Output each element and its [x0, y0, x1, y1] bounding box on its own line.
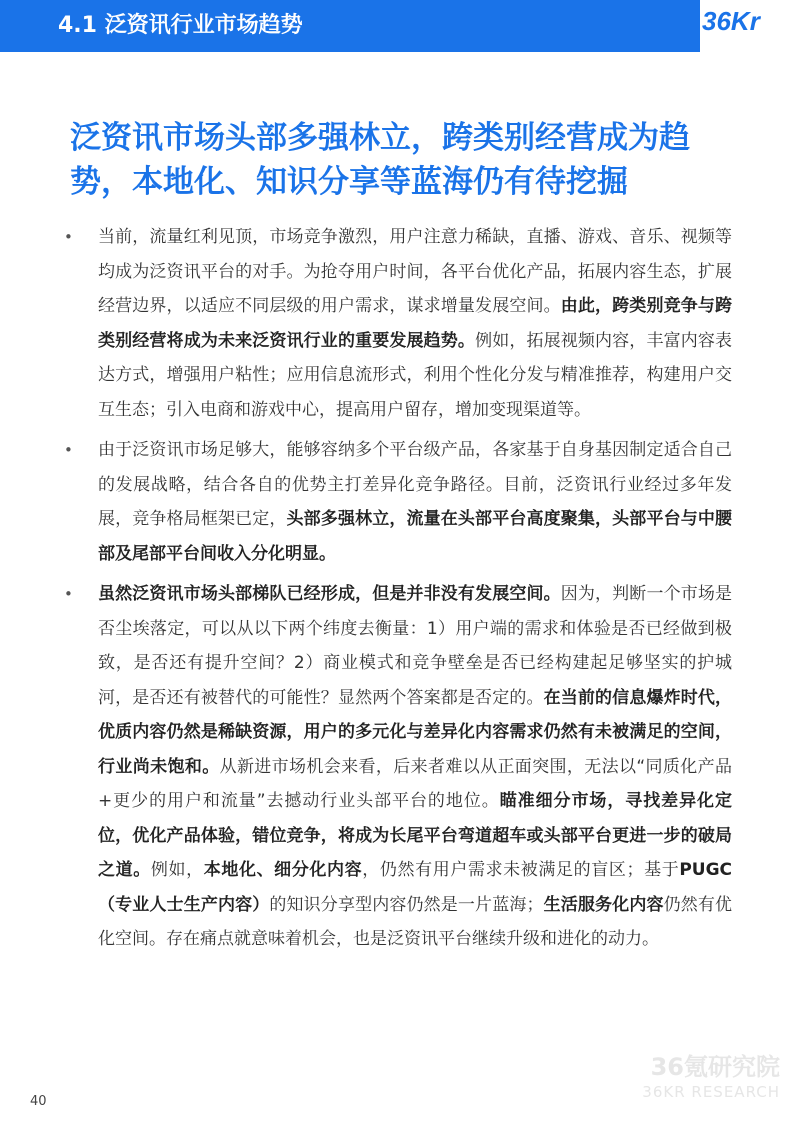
bullet-1-bold-a: 由此，跨类别竞争与跨类别经营将成为未来泛资讯行业的重要发展趋势。 [98, 296, 732, 351]
page-number: 40 [30, 1094, 47, 1109]
bullet-item-1 [62, 220, 732, 427]
watermark [600, 1052, 780, 1102]
bullet-1-text-a: 当前，流量红利见顶，市场竞争激烈，用户注意力稀缺，直播、游戏、音乐、视频等均成为泛资讯平台的对手。为抢夺用户时间，各平台优化产品，拓展内容生态，扩展经营边界，以适应不同层级的用户需求，谋求增量发展空间。 [98, 227, 732, 316]
bullet-dot-icon: • [64, 441, 73, 459]
bullet-3-bold-f: 生活服务化内容 [543, 894, 664, 915]
title-line-2: 势，本地化、知识分享等蓝海仍有待挖掘 [70, 164, 628, 200]
bullet-3-text-b: 从新进市场机会来看，后来者难以从正面突围，无法以“同质化产品+更少的用户和流量”去撼动行业头部平台的地位。 [98, 756, 733, 811]
bullet-3-bold-c: 瞄准细分市场，寻找差异化定位，优化产品体验，错位竞争，将成为长尾平台弯道超车或头部平台更进一步的破局之道。 [98, 791, 732, 880]
title-line-1: 泛资讯市场头部多强林立，跨类别经营成为趋 [70, 120, 690, 156]
bullet-item-2 [62, 433, 732, 571]
bullet-3-text-d: ，仍然有用户需求未被满足的盲区；基于 [362, 860, 680, 880]
bullet-2-text-a: 由于泛资讯市场足够大，能够容纳多个平台级产品，各家基于自身基因制定适合自己的发展战略，结合各自的优势主打差异化竞争路径。目前，泛资讯行业经过多年发展，竞争格局框架已定， [98, 440, 732, 529]
watermark-cn: 36氪研究院 [650, 1053, 780, 1081]
bullet-dot-icon: • [64, 585, 73, 603]
section-title: 4.1 泛资讯行业市场趋势 [58, 13, 303, 38]
bullet-3-text-c: 例如， [150, 860, 204, 880]
bullet-3-text-a: 因为，判断一个市场是否尘埃落定，可以从以下两个纬度去衡量：1）用户端的需求和体验是否已经做到极致，是否还有提升空间？2）商业模式和竞争壁垒是否已经构建起足够坚实的护城河，是否还有被替代的可能性？显然两个答案都是否定的。 [98, 584, 732, 708]
main-title [70, 116, 750, 204]
bullet-1-text-b: 例如，拓展视频内容，丰富内容表达方式，增强用户粘性；应用信息流形式，利用个性化分发与精准推荐，构建用户交互生态；引入电商和游戏中心，提高用户留存，增加变现渠道等。 [98, 330, 733, 420]
bullet-dot-icon: • [64, 228, 73, 246]
bullet-3-bold-b: 在当前的信息爆炸时代，优质内容仍然是稀缺资源，用户的多元化与差异化内容需求仍然有未被满足的空间，行业尚未饱和。 [98, 687, 733, 777]
bullet-list [62, 220, 732, 963]
bullet-3-bold-d: 本地化、细分化内容 [203, 860, 363, 880]
36kr-logo [702, 0, 793, 52]
bullet-item-3 [62, 577, 732, 957]
bullet-3-text-e: 的知识分享型内容仍然是一片蓝海； [269, 894, 544, 915]
bullet-2-bold-a: 头部多强林立，流量在头部平台高度聚集，头部平台与中腰部及尾部平台间收入分化明显。 [98, 509, 733, 564]
bullet-3-text-f: 仍然有优化空间。存在痛点就意味着机会，也是泛资讯平台继续升级和进化的动力。 [98, 894, 733, 949]
header-bar [0, 0, 700, 52]
watermark-en: 36KR RESEARCH [642, 1083, 780, 1101]
bullet-3-bold-a: 虽然泛资讯市场头部梯队已经形成，但是并非没有发展空间。 [98, 584, 561, 604]
bullet-3-bold-e: PUGC（专业人士生产内容） [98, 860, 733, 915]
logo-text: 36Kr [702, 6, 760, 36]
